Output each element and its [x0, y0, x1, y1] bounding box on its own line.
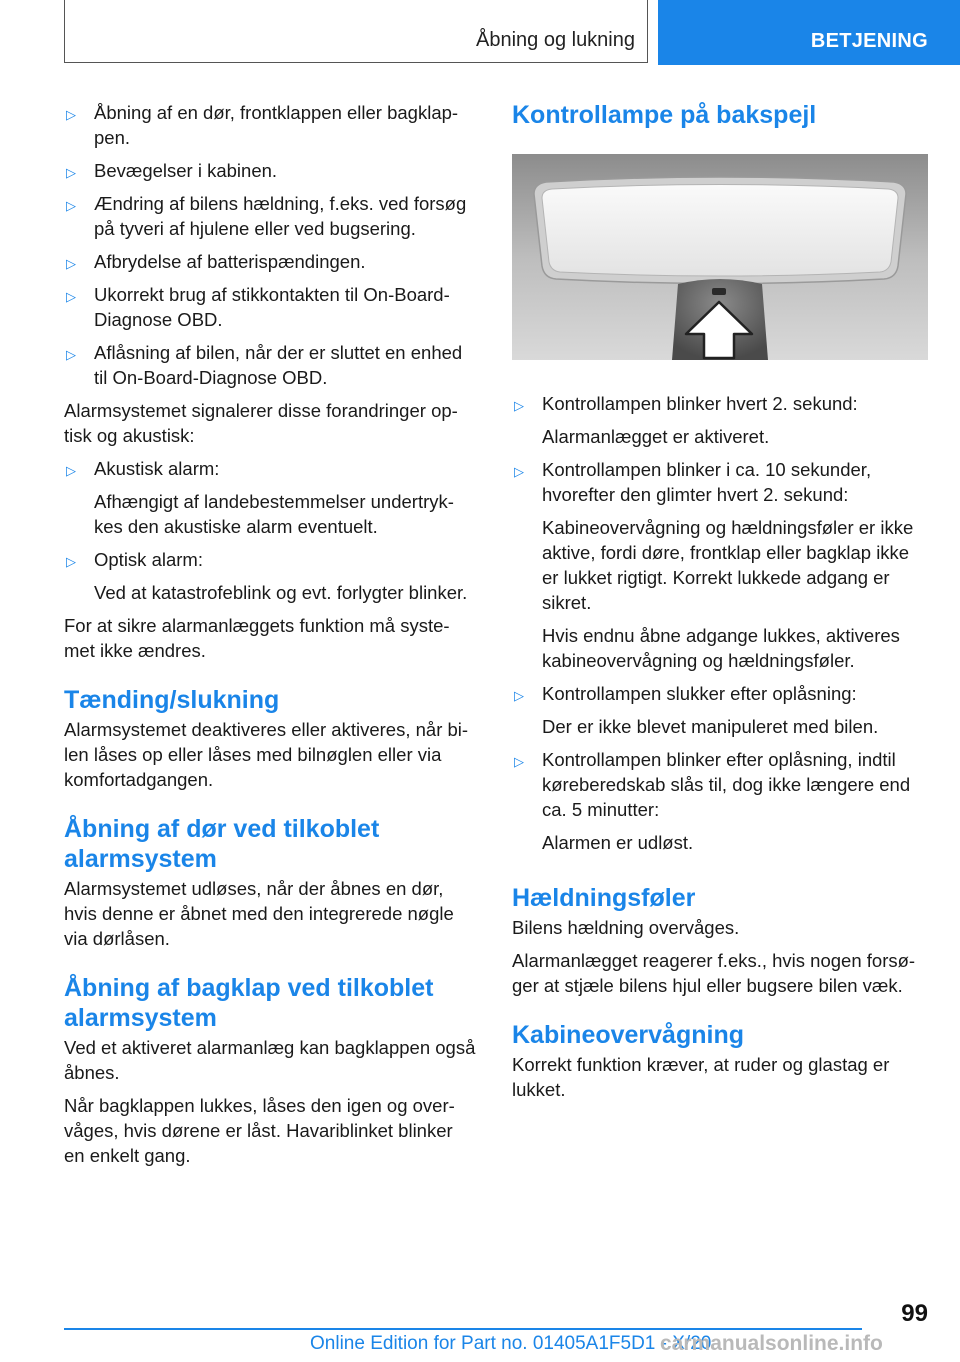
- edition-text: Online Edition for Part no. 01405A1F5D1 - X/20: [310, 1333, 712, 1354]
- chapter-title: Åbning og lukning: [475, 29, 635, 51]
- list-item: ▷ Bevægelser i kabinen.: [64, 158, 478, 183]
- watermark: carmanualsonline.info: [660, 1332, 883, 1355]
- heading-indicator-lamp: Kontrollampe på bakspejl: [512, 101, 817, 129]
- list-item: ▷ Akustisk alarm: Afhængigt af landebestemmelser undertryk-kes den akustiske alarm eventuelt.: [66, 458, 454, 537]
- heading-door-alarm: Åbning af dør ved tilkoblet alarmsystem: [64, 815, 380, 873]
- paragraph-cabin: Korrekt funktion kræver, at ruder og glastag er lukket.: [512, 1054, 890, 1100]
- section-label: BETJENING: [810, 30, 928, 52]
- list-item: ▷ Optisk alarm: Ved at katastrofeblink og evt. forlygter blinker.: [66, 549, 468, 603]
- paragraph-tailgate-2: Når bagklappen lukkes, låses den igen og over-våges, hvis dørene er låst. Havariblinket blinker en enkelt gang.: [64, 1095, 455, 1166]
- heading-tailgate-alarm: Åbning af bagklap ved tilkoblet alarmsystem: [64, 974, 434, 1032]
- header-section-tab: [658, 0, 960, 65]
- list-item: ▷ Kontrollampen blinker efter oplåsning, indtil køreberedskab slås til, dog ikke længere end ca. 5 minutter: Alarmen er udløst.: [514, 749, 911, 853]
- list-item: ▷ Åbning af en dør, frontklappen eller bagklap-pen.: [66, 102, 459, 148]
- rearview-mirror-illustration: [512, 154, 928, 360]
- left-column: [64, 100, 478, 1176]
- paragraph-tilt-1: Bilens hældning overvåges.: [512, 917, 740, 938]
- paragraph-tending: Alarmsystemet deaktiveres eller aktiveres, når bi-len låses op eller låses med bilnøglen eller via komfortadgangen.: [64, 719, 469, 790]
- bullet-triangle-icon: ▷: [66, 107, 76, 122]
- bullet-triangle-icon: ▷: [514, 464, 524, 479]
- list-item: ▷ Kontrollampen slukker efter oplåsning: Der er ikke blevet manipuleret med bilen.: [514, 683, 879, 737]
- paragraph-tilt-2: Alarmanlægget reagerer f.eks., hvis nogen forsø-ger at stjæle bilens hjul eller bugsere bilen væk.: [512, 950, 916, 996]
- paragraph-tailgate-1: Ved et aktiveret alarmanlæg kan bagklappen også åbnes.: [64, 1037, 476, 1083]
- heading-cabin-monitoring: Kabineovervågning: [512, 1021, 744, 1049]
- paragraph-door-alarm: Alarmsystemet udløses, når der åbnes en dør, hvis denne er åbnet med den integrerede nøgle via dørlåsen.: [64, 878, 454, 949]
- list-item: ▷ Ændring af bilens hældning, f.eks. ved forsøg på tyveri af hjulene eller ved bugsering.: [66, 193, 467, 239]
- bullet-triangle-icon: ▷: [66, 289, 76, 304]
- list-item: ▷ Aflåsning af bilen, når der er sluttet en enhed til On-Board-Diagnose OBD.: [66, 342, 463, 388]
- list-item: ▷ Kontrollampen blinker hvert 2. sekund: Alarmanlægget er aktiveret.: [514, 393, 858, 447]
- heading-tilt-sensor: Hældningsføler: [512, 884, 696, 912]
- header-chapter-box: [64, 0, 648, 63]
- bullet-triangle-icon: ▷: [514, 688, 524, 703]
- list-item: ▷ Kontrollampen blinker i ca. 10 sekunder, hvorefter den glimter hvert 2. sekund: Kabineovervågning og hældningsføler er ikke aktive, fordi døre, frontklap eller bagklap ikke er lukket rigtigt. Korrekt lukkede adgang er sikret. Hvis endnu åbne adgange lukkes, aktiveres kabineovervågning og hældningsføler.: [514, 459, 914, 671]
- footer-divider: [64, 1328, 862, 1330]
- alarm-trigger-list: [64, 100, 478, 390]
- signal-intro: Alarmsystemet signalerer disse forandringer op-tisk og akustisk:: [64, 400, 458, 446]
- bullet-triangle-icon: ▷: [66, 463, 76, 478]
- bullet-triangle-icon: ▷: [66, 256, 76, 271]
- signal-list: [64, 456, 478, 605]
- page-number: 99: [901, 1300, 928, 1327]
- bullet-triangle-icon: ▷: [514, 398, 524, 413]
- bullet-triangle-icon: ▷: [66, 347, 76, 362]
- heading-tending: Tænding/slukning: [64, 686, 280, 714]
- right-column: [512, 100, 928, 1110]
- list-item: ▷ Afbrydelse af batterispændingen.: [64, 249, 478, 274]
- bullet-triangle-icon: ▷: [66, 165, 76, 180]
- bullet-triangle-icon: ▷: [66, 554, 76, 569]
- indicator-lamp-list: [512, 391, 928, 855]
- function-note: For at sikre alarmanlæggets funktion må syste-met ikke ændres.: [64, 615, 450, 661]
- list-item: ▷ Ukorrekt brug af stikkontakten til On-Board-Diagnose OBD.: [66, 284, 450, 330]
- bullet-triangle-icon: ▷: [514, 754, 524, 769]
- bullet-triangle-icon: ▷: [66, 198, 76, 213]
